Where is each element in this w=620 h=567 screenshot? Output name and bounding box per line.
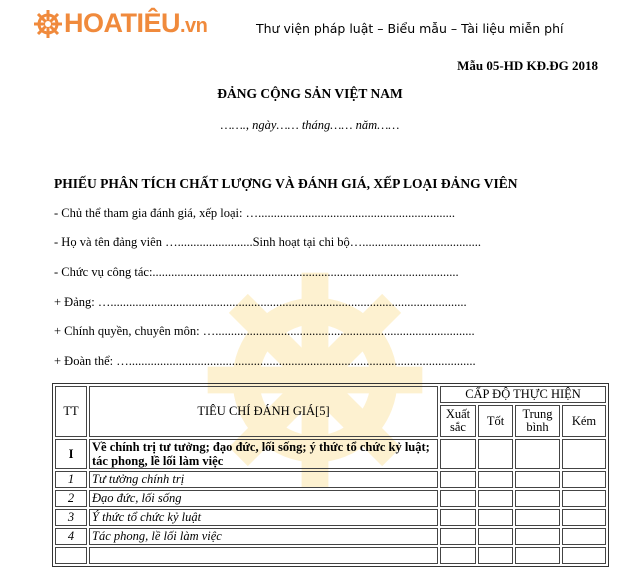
row-tt: 3: [55, 509, 87, 526]
cell[interactable]: [515, 439, 560, 469]
logo-text: HOATIÊU: [64, 8, 180, 38]
evaluation-table: [52, 383, 609, 567]
cell[interactable]: [562, 471, 606, 488]
ship-wheel-icon: [33, 9, 63, 39]
row-text: Tư tưởng chính trị: [89, 471, 438, 488]
cell[interactable]: [440, 509, 476, 526]
section-text: Về chính trị tư tưởng; đạo đức, lối sống; ý thức tổ chức kỷ luật; tác phong, lề lối làm việc: [89, 439, 438, 469]
field-party: + Đảng: …..................................................................................................................: [54, 295, 467, 309]
cell[interactable]: [478, 528, 513, 545]
row-text: Ý thức tổ chức kỷ luật: [89, 509, 438, 526]
cell[interactable]: [440, 490, 476, 507]
field-government: + Chính quyền, chuyên môn: …...................................................................................: [54, 324, 475, 338]
col-good: Tốt: [478, 405, 513, 437]
row-tt: 2: [55, 490, 87, 507]
section-row: [55, 439, 606, 469]
row-text: Tác phong, lề lối làm việc: [89, 528, 438, 545]
cell[interactable]: [515, 528, 560, 545]
form-code: Mẫu 05-HD KĐ.ĐG 2018: [457, 58, 598, 73]
col-poor: Kém: [562, 405, 606, 437]
table-row: [55, 471, 606, 488]
cell[interactable]: [515, 490, 560, 507]
cell[interactable]: [515, 509, 560, 526]
cell[interactable]: [478, 471, 513, 488]
document-title: PHIẾU PHÂN TÍCH CHẤT LƯỢNG VÀ ĐÁNH GIÁ, XẾP LOẠI ĐẢNG VIÊN: [54, 176, 518, 191]
hoatieu-logo[interactable]: [33, 8, 207, 39]
cell[interactable]: [478, 439, 513, 469]
col-criteria-header: TIÊU CHÍ ĐÁNH GIÁ[5]: [89, 386, 438, 437]
section-tt: I: [55, 439, 87, 469]
field-union: + Đoàn thể: …...............................................................................................................: [54, 354, 476, 368]
col-excellent: Xuất sắc: [440, 405, 476, 437]
col-level-group-header: CẤP ĐỘ THỰC HIỆN: [440, 386, 606, 403]
cell[interactable]: [515, 471, 560, 488]
table-row: [55, 490, 606, 507]
cell[interactable]: [562, 509, 606, 526]
cell: [55, 547, 87, 564]
table-row-partial: [55, 547, 606, 564]
cell[interactable]: [440, 547, 476, 564]
site-tagline: Thư viện pháp luật – Biểu mẫu – Tài liệu miễn phí: [256, 21, 564, 36]
cell[interactable]: [478, 509, 513, 526]
cell[interactable]: [562, 547, 606, 564]
date-line: ……., ngày…… tháng…… năm……: [220, 118, 400, 132]
cell[interactable]: [440, 471, 476, 488]
cell[interactable]: [562, 490, 606, 507]
party-heading: ĐẢNG CỘNG SẢN VIỆT NAM: [217, 86, 403, 101]
cell[interactable]: [515, 547, 560, 564]
field-evaluator: - Chủ thể tham gia đánh giá, xếp loại: …...............................................................: [54, 206, 455, 220]
cell[interactable]: [478, 547, 513, 564]
cell[interactable]: [440, 439, 476, 469]
cell[interactable]: [562, 528, 606, 545]
logo-suffix: .vn: [180, 15, 208, 37]
row-text: Đạo đức, lối sống: [89, 490, 438, 507]
field-position: - Chức vụ công tác:..................................................................................................: [54, 265, 459, 279]
cell: [89, 547, 438, 564]
table-row: [55, 528, 606, 545]
cell[interactable]: [440, 528, 476, 545]
col-average: Trung bình: [515, 405, 560, 437]
col-tt-header: TT: [55, 386, 87, 437]
cell[interactable]: [562, 439, 606, 469]
field-member-name: - Họ và tên đảng viên …........................Sinh hoạt tại chi bộ…......................................: [54, 235, 482, 249]
row-tt: 4: [55, 528, 87, 545]
row-tt: 1: [55, 471, 87, 488]
table-row: [55, 509, 606, 526]
cell[interactable]: [478, 490, 513, 507]
